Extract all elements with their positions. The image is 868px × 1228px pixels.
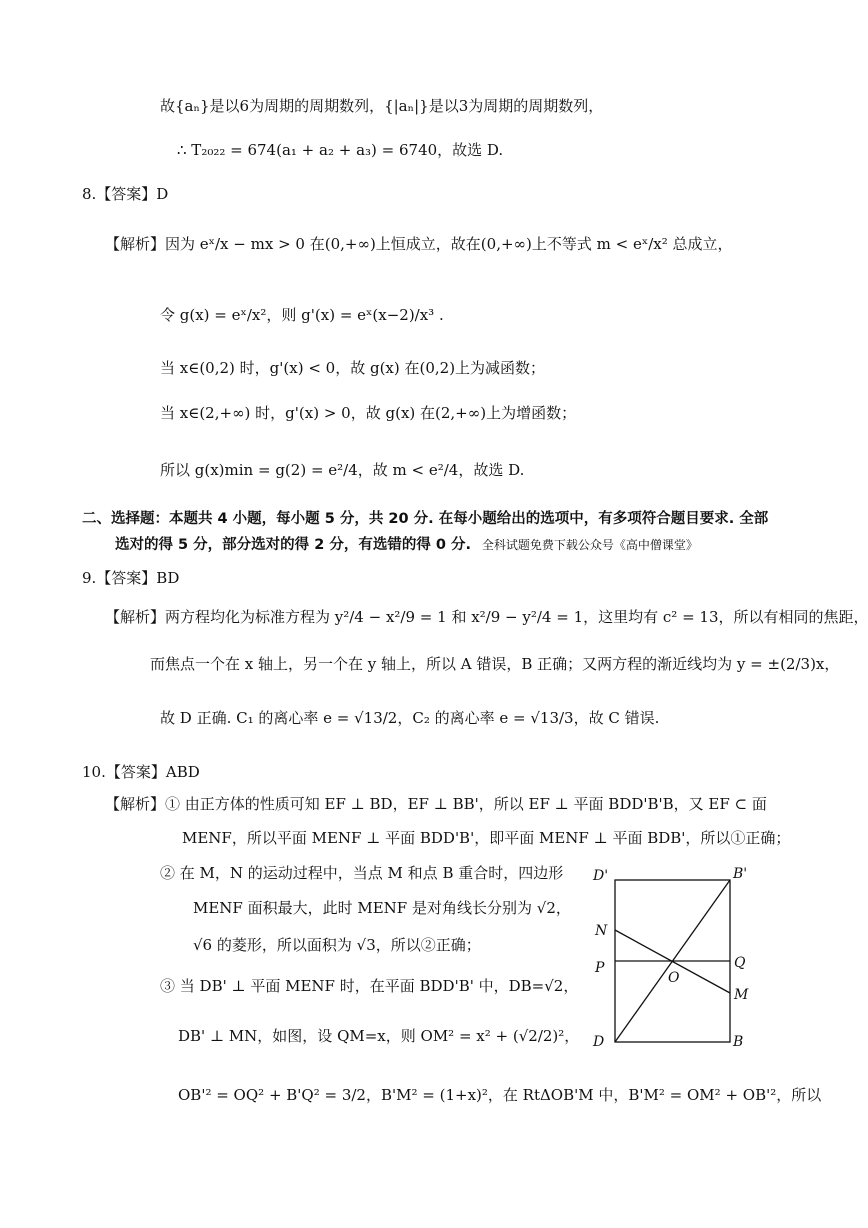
label-b-top: B' xyxy=(733,866,748,882)
q9-answer: 9.【答案】BD xyxy=(82,569,180,587)
q9-analysis-2: 而焦点一个在 x 轴上，另一个在 y 轴上，所以 A 错误，B 正确；又两方程的渐近线均为 y = ±(2/3)x， xyxy=(150,655,840,673)
q10-analysis-5: √6 的菱形，所以面积为 √3，所以②正确； xyxy=(193,936,481,954)
q10-analysis-6: ③ 当 DB' ⊥ 平面 MENF 时，在平面 BDD'B' 中，DB=√2， xyxy=(160,977,579,995)
q10-answer: 10.【答案】ABD xyxy=(82,763,200,781)
watermark-text: 全科试题免费下载公众号《高中僧课堂》 xyxy=(481,538,698,552)
text-line-2 xyxy=(177,140,503,160)
label-n: N xyxy=(595,923,608,939)
q10-analysis-4: MENF 面积最大，此时 MENF 是对角线长分别为 √2， xyxy=(193,899,571,917)
label-d-bottom: D xyxy=(593,1034,605,1050)
q10-analysis-1: 【解析】① 由正方体的性质可知 EF ⊥ BD，EF ⊥ BB'，所以 EF ⊥ 平面 BDD'B'B，又 EF ⊂ 面 xyxy=(105,795,767,813)
q8-analysis-3: 当 x∈(0,2) 时，g'(x) < 0，故 g(x) 在(0,2)上为减函数； xyxy=(160,359,546,377)
text-line-1 xyxy=(160,96,603,116)
q9-analysis-1: 【解析】两方程均化为标准方程为 y²/4 − x²/9 = 1 和 x²/9 − y²/4 = 1，这里均有 c² = 13，所以有相同的焦距， xyxy=(105,608,868,626)
label-m: M xyxy=(734,987,749,1003)
label-p: P xyxy=(595,960,605,976)
q8-analysis-4: 当 x∈(2,+∞) 时，g'(x) > 0，故 g(x) 在(2,+∞)上为增函数； xyxy=(160,404,577,422)
periodic-sequence-line: 故{aₙ}是以6为周期的周期数列，{|aₙ|}是以3为周期的周期数列， xyxy=(160,97,604,115)
q8-analysis-1: 【解析】因为 eˣ/x − mx > 0 在(0,+∞)上恒成立，故在(0,+∞)上不等式 m < eˣ/x² 总成立， xyxy=(105,235,733,253)
q10-analysis-2: MENF，所以平面 MENF ⊥ 平面 BDD'B'，即平面 MENF ⊥ 平面 BDB'，所以①正确； xyxy=(182,829,791,847)
section-2-heading-b-row xyxy=(115,534,698,555)
section-2-heading-a: 二、选择题：本题共 4 小题，每小题 5 分，共 20 分. 在每小题给出的选项中，有多项符合题目要求. 全部 xyxy=(82,511,769,527)
section-2-heading-b: 选对的得 5 分，部分选对的得 2 分，有选错的得 0 分. xyxy=(115,537,472,553)
t2022-line: ∴ T₂₀₂₂ = 674(a₁ + a₂ + a₃) = 6740，故选 D. xyxy=(177,141,504,159)
q8-answer: 8.【答案】D xyxy=(82,185,169,203)
label-d-top: D' xyxy=(593,868,609,884)
q10-analysis-7: DB' ⊥ MN，如图，设 QM=x，则 OM² = x² + (√2/2)²， xyxy=(178,1027,580,1045)
cube-section-figure xyxy=(585,858,785,1058)
q10-analysis-3: ② 在 M，N 的运动过程中，当点 M 和点 B 重合时，四边形 xyxy=(160,864,564,882)
label-o: O xyxy=(668,970,680,986)
q8-analysis-2: 令 g(x) = eˣ/x²，则 g'(x) = eˣ(x−2)/x³ . xyxy=(160,306,444,324)
q8-analysis-5: 所以 g(x)min = g(2) = e²/4，故 m < e²/4，故选 D. xyxy=(160,461,525,479)
label-b-bottom: B xyxy=(733,1034,744,1050)
label-q: Q xyxy=(734,955,746,971)
q10-analysis-8: OB'² = OQ² + B'Q² = 3/2，B'M² = (1+x)²，在 RtΔOB'M 中，B'M² = OM² + OB'²，所以 xyxy=(178,1086,822,1104)
q9-analysis-3: 故 D 正确. C₁ 的离心率 e = √13/2，C₂ 的离心率 e = √13/3，故 C 错误. xyxy=(160,709,660,727)
